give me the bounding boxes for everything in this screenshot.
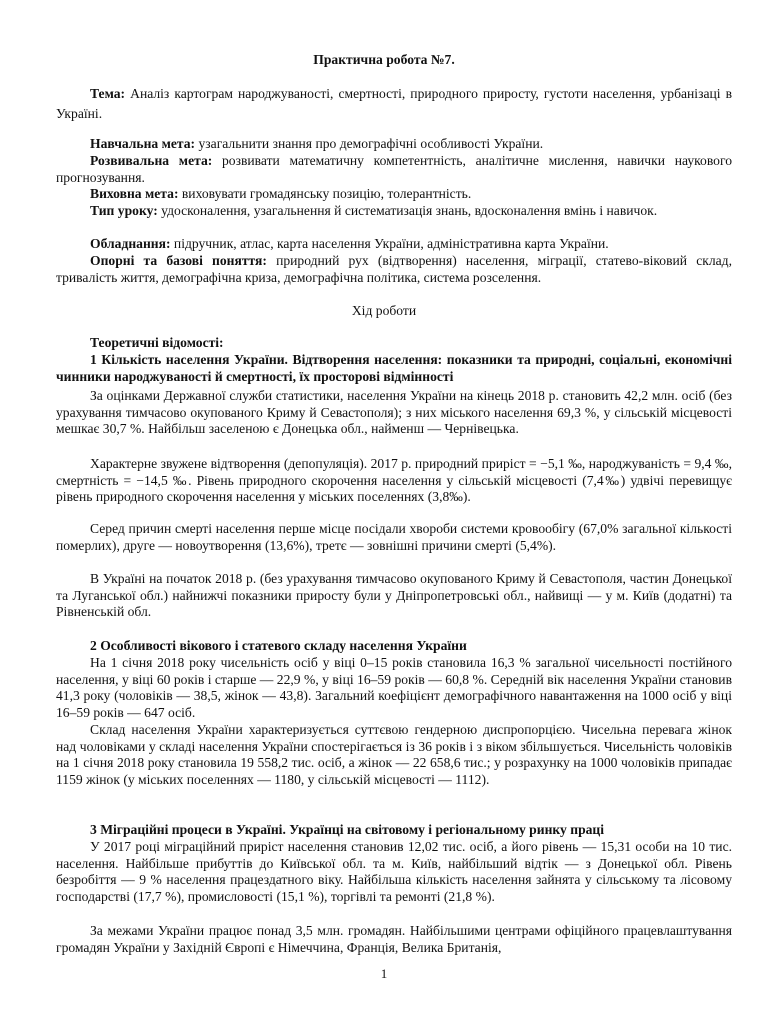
section-3-heading: 3 Міграційні процеси в Україні. Українці на світовому і регіональному ринку праці — [90, 822, 605, 837]
equipment-text: підручник, атлас, карта населення України, адміністративна карта України. — [173, 236, 609, 251]
section-2-paragraph-1: На 1 січня 2018 року чисельність осіб у віці 0–15 років становила 16,3 % загальної чисельності постійного населення, у віці 60 років і старше — 22,9 %, у віці 16–59 років — 60,8 %. Середній вік населення України становив 41,3 року (чоловіків — 38,5, жінок — 43,8). Загальний коефіцієнт демографічного навантаження на 1000 осіб у віці 16–59 років — 647 осіб. — [56, 655, 732, 720]
page-number: 1 — [380, 966, 388, 981]
goal-educational — [56, 136, 732, 153]
section-1-paragraph-3: Серед причин смерті населення перше місце посідали хвороби системи кровообігу (67,0% загальної кількості померлих), друге — новоутворення (13,6%), третє — зовнішні причини смерті (5,4%). — [56, 521, 732, 553]
goal-label: Навчальна мета: — [90, 136, 196, 151]
section-3-paragraph-2: За межами України працює понад 3,5 млн. громадян. Найбільшими центрами офіційного працевлаштування громадян України у Західній Європі є Німеччина, Франція, Велика Британія, — [56, 923, 732, 955]
goal-upbringing — [56, 186, 732, 203]
goal-text: виховувати громадянську позицію, толерантність. — [181, 186, 472, 201]
goal-label: Виховна мета: — [90, 186, 179, 201]
goal-text: розвивати математичну компетентність, аналітичне мислення, навички наукового прогнозування. — [56, 153, 733, 185]
lesson-type — [56, 203, 732, 220]
topic-label: Тема: — [90, 86, 126, 101]
work-progress-heading: Хід роботи — [351, 303, 417, 318]
theory-heading: Теоретичні відомості: — [90, 335, 224, 350]
goal-text: узагальнити знання про демографічні особливості України. — [198, 136, 544, 151]
goal-developmental — [56, 153, 732, 186]
section-1-paragraph-4: В Україні на початок 2018 р. (без урахування тимчасово окупованого Криму й Севастополя, частин Донецької та Луганської обл.) найнижчі показники приросту були у Дніпропетровські обл., найвищі — у м. Київ (додатні) та Рівненській обл. — [56, 571, 732, 619]
goal-label: Розвивальна мета: — [90, 153, 213, 168]
section-1-heading: 1 Кількість населення України. Відтворення населення: показники та природні, соціальні, економічні чинники народжуваності й смертності, їх просторові відмінності — [56, 352, 732, 384]
topic-text: Аналіз картограм народжуваності, смертності, природного приросту, густоти населення, урбанізаці в Україні. — [56, 86, 732, 121]
basic-concepts-label: Опорні та базові поняття: — [90, 253, 267, 268]
lesson-type-text: удосконалення, узагальнення й систематизація знань, вдосконалення вмінь і навичок. — [161, 203, 658, 218]
section-1-paragraph-2: Характерне звужене відтворення (депопуляція). 2017 р. природний приріст = −5,1 ‰, народжуваність = 9,4 ‰, смертність = −14,5 ‰. Рівень природного скорочення населення у сільській місцевості (7,4‰) удвічі перевищує рівень природного скорочення населення у міських поселеннях (3,8‰). — [56, 456, 732, 504]
lesson-type-label: Тип уроку: — [90, 203, 158, 218]
equipment-label: Обладнання: — [90, 236, 171, 251]
equipment — [56, 236, 732, 253]
section-2-heading: 2 Особливості вікового і статевого складу населення України — [90, 638, 467, 653]
basic-concepts — [56, 253, 732, 286]
section-3-paragraph-1: У 2017 році міграційний приріст населення становив 12,02 тис. осіб, а його рівень — 15,31 особи на 10 тис. населення. Найбільше прибуттів до Київської обл. та м. Київ, найбільший відтік — з Донецької обл. Рівень безробіття — 9 % населення працездатного віку. Найбільша кількість населення зайнята у сільському та лісовому господарстві (17,7 %), промисловості (15,1 %), торгівлі та ремонті (21,8 %). — [56, 839, 732, 904]
topic-line — [56, 84, 732, 124]
section-1-paragraph-1: За оцінками Державної служби статистики, населення України на кінець 2018 р. становить 42,2 млн. осіб (без урахування тимчасово окупованого Криму й Севастополя); з них міського населення 69,3 %, у сільській місцевості мешкає 30,7 %. Найбільш заселеною є Донецька обл., найменш — Чернівецька. — [56, 388, 732, 436]
page-title: Практична робота №7. — [313, 52, 455, 67]
section-2-paragraph-2: Склад населення України характеризується суттєвою гендерною диспропорцією. Чисельна перевага жінок над чоловіками у складі населення України спостерігається із 36 років і з віком збільшується. Чисельність чоловіків на 1 січня 2018 року становила 19 558,2 тис. осіб, а жінок — 22 658,6 тис.; у розрахунку на 1000 чоловіків припадає 1159 жінок (у міських поселеннях — 1180, у сільській місцевості — 1112). — [56, 722, 732, 787]
basic-concepts-text: природний рух (відтворення) населення, міграції, статево-віковий склад, тривалість життя, демографічна криза, демографічна політика, система розселення. — [56, 253, 732, 285]
